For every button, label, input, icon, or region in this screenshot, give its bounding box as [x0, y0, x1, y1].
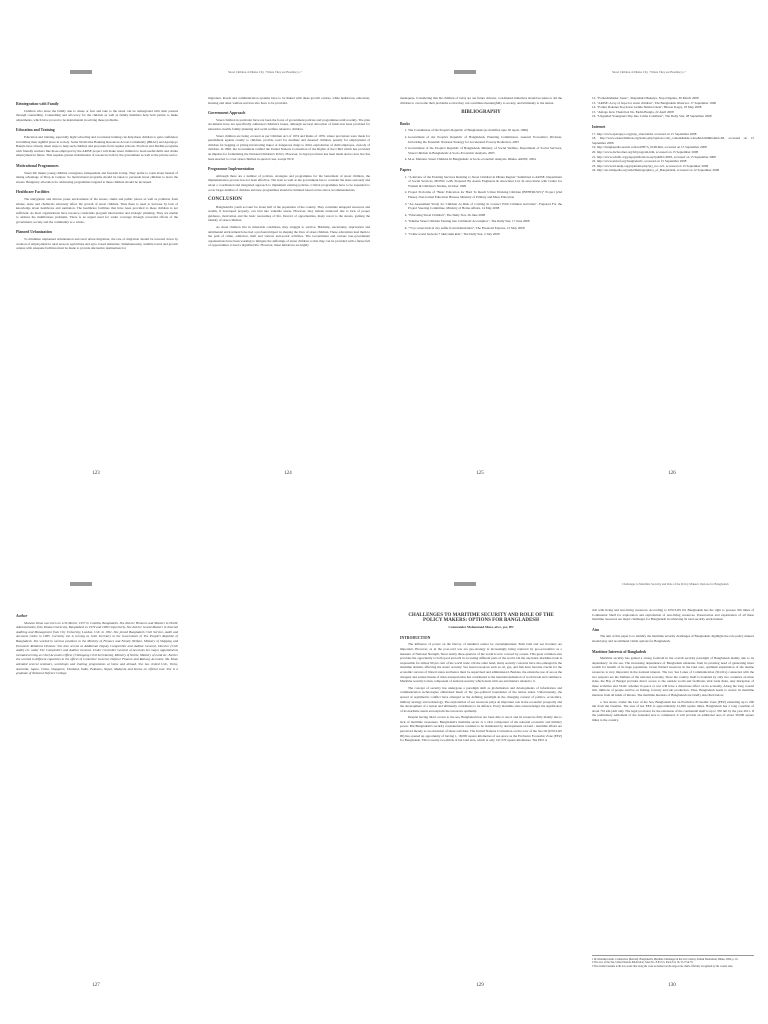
section-text: Bangladesh's youth account for about half of the population of the country. They constitute untapped resources and wealth, if developed properly, can turn into valuable assets. However, they remain untutored due to lack of proper guidance, motivation and the basic necessities of life. Devoid of opportunities, many resort to the streets, gaining the identity of street children.: [208, 204, 370, 223]
section-text: Street children in particular have not been the focus of government policies and programmes until recently. The plan documents have not specifically addressed children's issues, although sectoral allocation of funds has been provided for education, health, family planning and social welfare related to children.: [208, 117, 370, 131]
page-body: [16, 96, 178, 253]
list-item: 4. M.A. Mannan, Street Children In Bangladesh: A Socio-economic Analysis, Dhaka, ARISE, 2004: [408, 157, 562, 162]
sea-areas-text: a. Sea Areas. Under the Law of the Sea, Bangladesh has an Exclusive Economic Zone (EEZ) extending up to 200 nm from the baseline. The area of her EEZ is approximately 41,000 square miles. Bangladesh has a long coastline of about 710 km (445 nm). The legal provision for the extension of the continental shelf is up to 350 nm by the year 2011. If the preliminary settlement of the extended area is completed, it will provide an additional area of about 30,000 square miles to the country.: [592, 699, 754, 722]
ref-number: 12.: [592, 96, 597, 100]
internet-heading: Internet: [592, 124, 606, 129]
section-heading: Reintegration with Family: [16, 102, 59, 106]
page-130: [576, 512, 768, 1024]
list-item: 1. "A Review of the Existing Services Relating to Street Children in Dhaka Region" Submitted to ARISE, Department of Social Services, MOSW, GoB, Prepared By Assets Engineers & Associates Ltd. In association with Centre for Women & Children's Studies, October 1999: [408, 175, 562, 189]
page-body: [592, 96, 754, 173]
section-heading: Programme Implementation: [208, 167, 255, 172]
ref-text: http://www.dschoolnet.org/bd/program.htm, accessed on 15 September 2008: [596, 149, 699, 154]
page-125: [384, 0, 576, 512]
ref-number: 21.: [592, 154, 597, 159]
section-heading: Healthcare Facilities: [16, 190, 50, 195]
footnote: 1 M. Khurshed Alam, Commodore (Retired). Bangladesh's Maritime Challenges in the 21st Century, Pathak Shamabesh, Dhaka, 2004, p. 10.: [592, 957, 739, 961]
page-blank: [192, 512, 384, 1024]
page-number: 123: [92, 471, 100, 476]
ref-number: 24.: [592, 168, 597, 173]
page-129: [384, 512, 576, 1024]
page-number: 129: [476, 983, 484, 988]
list-item: 7. "Crime world beckons 7 lakh slum kids", The Daily Star, 2 July 2008: [408, 232, 562, 237]
ref-text: http://banglapedia.search.com.bd/HT/S_0168.htm, accessed on 15 September 2008: [596, 145, 707, 150]
section-text: Street life makes young children contagious, independent and freedom loving. They prefer to roam about instead of taking advantage of Drop in Centres. So motivational programs should be taken to persuade street children to leave the streets. Budgetary allocation for addressing programmes targeted at these children should be increased.: [16, 170, 178, 184]
conclusion-heading: CONCLUSION: [208, 197, 242, 203]
ref-number: 14.: [592, 105, 597, 110]
section-text: To minimize unplanned urbanization and rural urban migration, the rate of migration should be lowered down by creation of employment in rural areas in agriculture and agro- based industries. Simultaneously, satellite towns and growth centres with adequate facilities must be made to provide alternative destinations for: [16, 237, 178, 251]
header-logo: [70, 582, 92, 586]
page-body: [208, 96, 370, 250]
footnotes: [592, 955, 754, 968]
lead-text: migration. Roads and communication systems have to be linked with these growth centres, while healthcare, education, housing and other welfare services also have to be provided.: [208, 96, 370, 105]
ref-number: 17.: [592, 131, 597, 136]
page-number: 127: [92, 983, 100, 988]
reference-item: [592, 136, 754, 145]
ref-number: 22.: [592, 159, 597, 164]
footnote: 3 The normal baseline is the low-water line along the coast as marked on the large-scale charts officially recognised by the coastal state.: [592, 964, 734, 968]
page-124: [192, 0, 384, 512]
ref-text: http://en.wikipedia.org/wiki/Demographics_of_Bangladesh, accessed on 12 September 2008: [596, 168, 720, 173]
ref-text: "Unguided Youngsters Slip Into Crime Condition", The Daily Star, 28 September 2008: [596, 114, 712, 119]
reference-item: [592, 168, 754, 173]
papers-heading: Papers: [400, 167, 412, 172]
section-text: Education and training, especially night schooling and vocational training can help these children to gain confidence in building their rightful place in society. Some NGOs like Banking Resources Across Community (BRAC) and Aparajeyo Bangla have already taken steps to help such children and proposals from regular schools. Practical and flexible programs with friendly teachers like those employed by the ARISE project will make street children to learn useful skills and obtain employment in future. This requires greater mobilization of resources both by the government as well as the private sector.: [16, 134, 178, 158]
section-text: As street children live in miserable conditions, they struggle to survive. Hardship, uncertainty, deprivation and detrimental environment have had a profound impact in shaping the lives of street children. These adversities lead them to the path of crime, addiction, theft and various anti-social activities. The Government and various non-government organisations have been working to mitigate the sufferings of street children so that they can be provided with a future full of opportunities to lead a dignified life. However, these initiatives are highly: [208, 225, 370, 248]
section-text: The unhygienic and diverse prone environment of the streets, slums and public places as well as pollution from smoke, noise and chemicals adversely affect the growth of street children. Thus there is need to increase by lack of knowledge about healthcare and sanitation. The healthcare facilities that have been provided to these children is not sufficient. As most organizations have resource constraints program intervention and strategic planning. They are unable to address the multifarious problems. There is an urgent need for wider coverage through concerted efforts of the government, society and the community as a whole.: [16, 196, 178, 224]
ref-number: 18.: [592, 136, 597, 141]
ref-text: "ARISE: A ray of hope for street children", The Bangladesh Observer, 17 September 1996: [596, 100, 717, 105]
list-item: 1. The Constitution of the People's Republic of Bangladesh (as modified upto 30 April, 1996): [408, 128, 562, 133]
article-byline: Commander Mohammad Musa, afwc, psc, BN: [448, 625, 514, 630]
page-body: [16, 608, 178, 678]
page-body: [400, 608, 562, 745]
page-126: [576, 0, 768, 512]
ref-text: "Amago Kew Thaki Koi Na, Ekdin Bangla, 22 April 2008: [596, 109, 674, 114]
lead-text: inadequate. Considering that the children of today are our future citizens, coordinated initiatives should be taken to aid the children to overcome their problems so that they can contribute meaningfully to society, and ultimately to the nation.: [400, 96, 562, 105]
ref-number: 13.: [592, 100, 597, 105]
section-text: Although there are a number of policies, strategies and programmes for the betterment of street children, the implementation process has not been effective. The state as well as the government has to consider the issue seriously and adopt a coordinated and integrated approach to implement existing policies. Critical programmes have to be expanded to cover larger number of children and new programmes should be initiated based on the above recommendations.: [208, 173, 370, 192]
author-heading: Author: [16, 614, 28, 618]
list-item: 4. "Educating Street Children", The Daily Star, 26 June 2008: [408, 213, 562, 218]
list-item: 2. Project Proforma of "Basic Education for Hard To Reach Urban Working Children (BEHTRUWC)" Project (2nd Phase), Non-formal Education Bureau, Ministry of Primary and Mass Education: [408, 190, 562, 199]
aim-heading: Aim: [592, 627, 599, 632]
ref-text: "Pother Dokaner Kaj Korte Jachhe Shishu Chele", Bhorer Kagoj, 18 May 2008: [596, 105, 702, 110]
lead-text: rich with living and non-living resources. According to UNCLOS III, Bangladesh has the right to possess 350 miles of Continental Shelf for exploration and exploitation of non-living resources. Preservation and exploitation of all these maritime resources are major challenges for Bangladesh in achieving its total security environment.: [592, 608, 754, 622]
books-list: [400, 128, 562, 162]
ref-text: http://www.unicef.org/bangladesh/, accessed on 15 September 2008: [596, 159, 687, 164]
section-heading: Education and Training: [16, 128, 55, 133]
section-text: Children who leave the family due to abuse or fear and take to the street can be reintegrated with their parents through counselling. Counselling and advocacy for the children as well as family members help both parties to make adjustments, which have proved to be instrumental in solving these problems.: [16, 108, 178, 122]
page-number: 130: [668, 983, 676, 988]
page-127: [0, 512, 192, 1024]
header-logo: [454, 582, 476, 586]
page-body: [400, 96, 562, 239]
page-body: [592, 608, 754, 724]
header-logo: [70, 70, 92, 74]
interests-heading: Maritime Interests of Bangladesh: [592, 649, 647, 654]
list-item: 3. "An Assessment Study for Children At Risk of Coming In Contact With Criminal Activities", Prepared For the Project Steering Committee, Ministry of Home Affairs, 14 May 2008: [408, 202, 562, 211]
aim-text: The aim of this paper is to identify the maritime security challenges of Bangladesh, highlight the role policy makers should play and recommend viable options for Bangladesh.: [592, 634, 754, 643]
page-123: [0, 0, 192, 512]
section-heading: Motivational Programmes: [16, 163, 59, 168]
ref-text: "Pothoshishuder Jonno", Shaptahik Dhakaiya, Naya Diganta, 30 March 2008: [596, 96, 699, 100]
papers-list: [400, 175, 562, 238]
ref-number: 19.: [592, 145, 597, 150]
section-text: Street children are being covered as per Children Act of 1974 and Rules of 1976, where provisions were made for punishment against cruelty to children, provide court for destitute and deserted children, penalty for employment of children for begging or giving intoxicating liquor or dangerous drugs to child, exploitation of child employee, custody of children. In 1990, the Government ratified the United Nations Convention of the Rights of the Child which has provided an impetus for formulating the National Children's Policy. However, no legal provision has been made and no new law has been enacted to cover street children in special case, except NCP.: [208, 133, 370, 161]
running-head: Street Children of Dhaka City : Where They are Heading to ?: [228, 70, 302, 74]
running-head: Street Children of Dhaka City : Where They are Heading to ?: [612, 70, 686, 74]
list-item: 2. Government of the People's Republic of Bangladesh, Planning Commission, General Economics Division, Unlocking the Potential: National Strategy for Accelerated Poverty Reduction, 2005: [408, 135, 562, 144]
ref-text: http://www.streetchildren.org/index.php?option=com_content&task=view&id=60&Itemid=48, accessed on 15 September 2008: [592, 136, 754, 145]
intro-paragraph: The influence of power on the history of mankind cannot be overemphasized. Both land and sea frontiers are important. However, as in the post-cold war era geo-strategy is increasingly being replaced by geo-economics as a measure of National Strength, Since nearly three-quarters of the world is now covered by oceans. This great common area provides the opportunity to both good and evil in accessing different parts of the world. On the one hand, maritime trade is responsible for almost 90 per cent of the world trade. On the other hand, many security concerns have also emerged in the maritime domain, affecting the states' security. Sea based resources such as oil, gas, and fish have become crucial for the economic success of littoral states and hence must be supervised and administered. Besides, the extensive use of sea as the cheapest and easiest means of mass transportation has contributed to the internationalisation of world trade and commerce. Maritime security is thus component of national security which deals with sea and matters related to it.: [400, 642, 562, 684]
intro-paragraph: The concept of security has undergone a paradigm shift as globalisation and developments of information and communication technologies obliterated much of the geo-political boundaries of the nation states. Unfortunately, the spread of asymmetric conflict have emerged as the defining paradigm in the changing context of politics, economics, military strategy and technology. The exploitation of sea resources plays an important role in the economic prosperity and the development of a nation and ultimately contributes to its defence. Every maritime state acknowledges the significance of its maritime assets and exploits the resources optimally.: [400, 685, 562, 713]
running-head: Challenges to Maritime Security and Role of the Policy Makers: Options for Bangladesh: [622, 582, 729, 586]
list-item: 3. Government of the People's Republic of Bangladesh, Ministry of Social Welfare, Department of Social Services, Street Children in Bangladesh: A Socio-Economic Analysis, 2005: [408, 146, 562, 155]
ref-number: 16.: [592, 114, 597, 119]
section-heading: Government Approach: [208, 111, 246, 116]
article-title: CHALLENGES TO MARITIME SECURITY AND ROLE OF THE POLICY MAKERS: OPTIONS FOR BANGLADESH: [408, 613, 554, 623]
intro-heading: INTRODUCTION: [400, 635, 431, 640]
ref-number: 15.: [592, 109, 597, 114]
reference-item: [592, 114, 754, 119]
books-heading: Books: [400, 121, 410, 126]
header-logo: [454, 70, 476, 74]
page-number: 124: [284, 471, 292, 476]
ref-text: http://www.aparajeyo.org/ptsp_street.html, accessed on 15 September 2008: [596, 131, 697, 136]
footnote: 2 The Law of the Sea, United Nations Publication, Sales No. E.83.V.5, Paras 8 to 18, 55-75 & 76.: [592, 961, 694, 965]
page-number: 126: [668, 471, 676, 476]
intro-paragraph: Despite having direct access to the sea, Bangladesh has not been able to use it and its resources fully mainly due to lack of maritime awareness. Bangladesh's maritime sector is a vital component of the national economic and military power. But Bangladesh's security considerations continue to be dominated by developments on land - maritime affairs are perceived merely as an extension of these activities. The United Nations Convention on the Law of the Sea III (UNCLOS III) has opened up opportunity of having 1, 18,000 square kilometres of sea space as the Exclusive Economic Zone (EEZ) for Bangladesh. This is nearly two-thirds of her land area, which is only 147,570 square kilometres. The EEZ is: [400, 715, 562, 743]
ref-text: http://www.bd.undp.org/prjdetails.php?prj_no=121, accessed on 15 September 2008: [596, 163, 709, 168]
author-bio: Shaheen Khan was born on 11th March, 1957 in Comilla, Bangladesh. She did her Honours and Masters in Public Administration from Dhaka University, Bangladesh in 1979 and 1980 respectively. She did her Grand Masters in Internal Auditing and Management from City University, London, U.K. in 1991. She joined Bangladesh Civil Service, Audit and Accounts Cadre in 1983. Currently she is serving as Joint Secretary to the Government of The People's Republic of Bangladesh. She worked in various positions in the Ministry of Finance and Family Welfare, Ministry of Shipping and Economic Relations Division. She also served as Additional Deputy Comptroller and Auditor General, Director (Civil Audit) etc. under The Comptroller and Auditor General. Under Controller General of Accounts her major appointments included serving as Chief Accounts Officer (Chittagong Civil Secretariat), Ministry of Works, Ministry of Land etc. Earlier she worked in different capacities in the offices of Controller General, Defence Finance and Railway Accounts. Ms. Khan attended several seminars, workshops and training programmes at home and abroad. She has visited U.K., Turky, Australia, Japan, China, Singapore, Thailand, India, Pakistan, Nepal, Malaysia and Korea on official tour. She is a graduate of National Defence College.: [16, 620, 178, 676]
ref-text: http://www.sclubb.org/ptsp/publication.asp?pubID=4693, accessed on 15 September 2008: [596, 154, 716, 159]
ref-number: 20.: [592, 149, 597, 154]
page-number: 125: [476, 471, 484, 476]
list-item: 6. "75 pc street kids in city suffer from malnutrition", The Financial Express, 15 May 2008: [408, 226, 562, 231]
list-item: 5. "Khulna Street Children Turning into Criminals' Accomplice", The Daily Star, 17 June 2008: [408, 219, 562, 224]
ref-number: 23.: [592, 163, 597, 168]
bibliography-title: BIBLIOGRAPHY: [461, 110, 501, 116]
interests-text: Maritime security has gained a strong foothold in the overall security paradigm of Bangladesh mainly due to its dependency on the sea. The increasing dependence of Bangladesh emanates from its pressing need of generating more wealth for benefit of its huge population. Given limited resources in the land area, optimum exploitation of the marine resources is very important in the national interest. The two Sea Lanes of Communication (SLOCs) connected with the two seaports are the lifelines of the national economy. Since the country itself is bounded by only two countries on three sides, the Bay of Bengal provides direct access to the outside world and facilitates vital trade links. Any disruption of these activities and SLOC whether in peace or war will have a disastrous effect on its economy. Along the long coastal belt, millions of people survive on fishing, forestry and salt production. Thus, Bangladesh needs to secure its maritime interests from all kinds of threats. The maritime interests of Bangladesh are briefly described below:: [592, 656, 754, 697]
section-heading: Planned Urbanization: [16, 230, 52, 235]
